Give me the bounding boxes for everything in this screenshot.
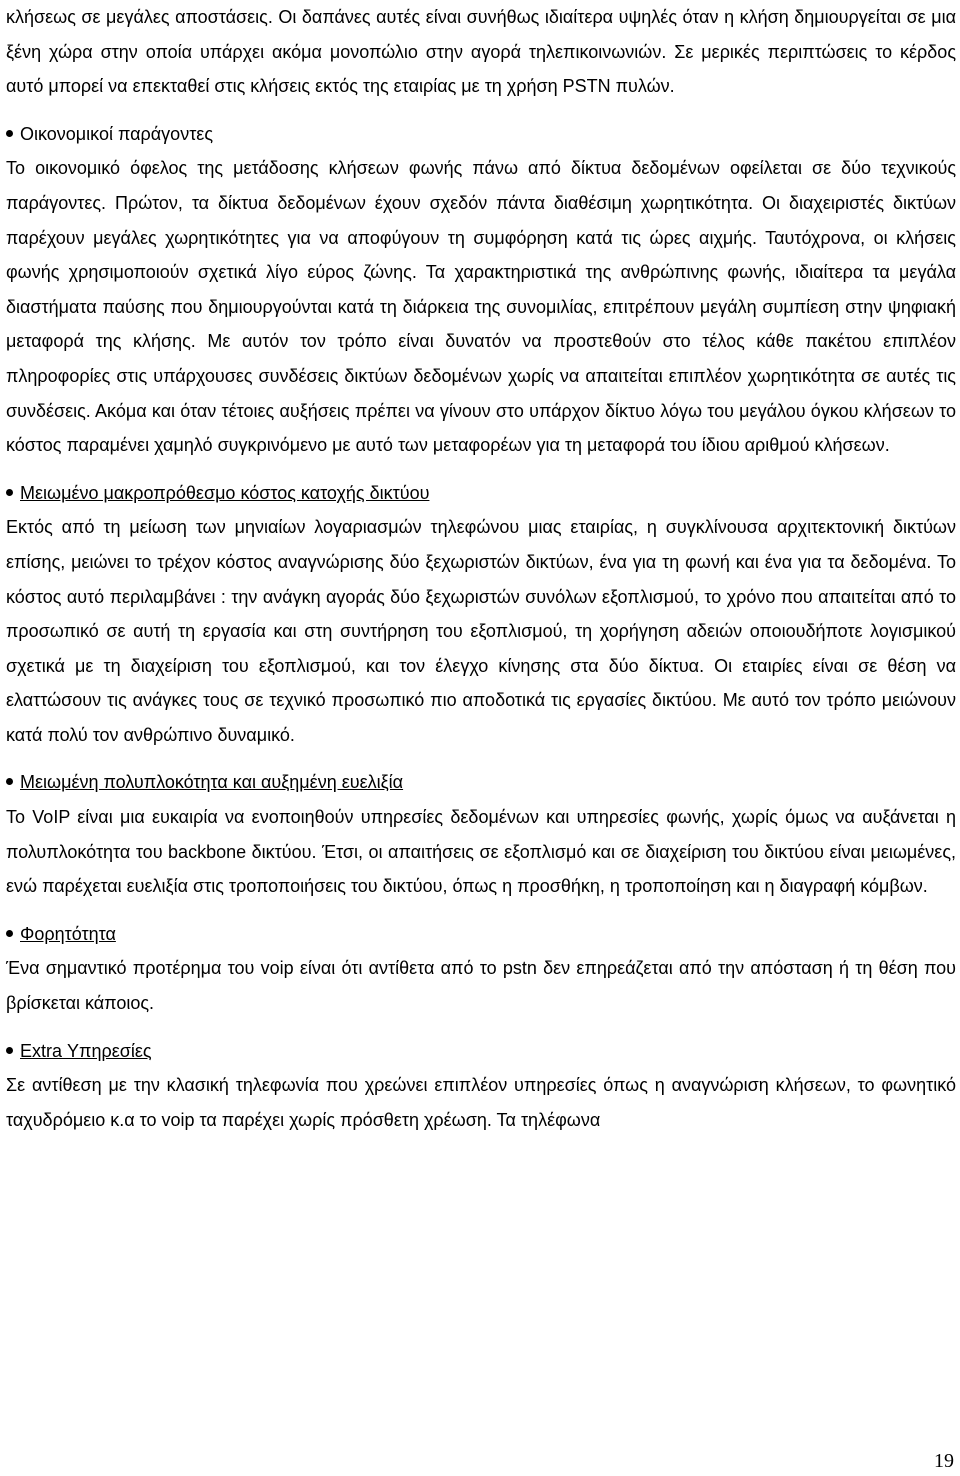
section-heading-text: Extra Υπηρεσίες (20, 1040, 152, 1061)
page-number: 19 (934, 1450, 954, 1472)
bullet-icon (6, 489, 13, 496)
section-paragraph-portability: Ένα σημαντικό προτέρημα του voip είναι ότι αντίθετα από το pstn δεν επηρεάζεται από την απόσταση ή τη θέση που βρίσκεται κάποιος. (6, 958, 956, 1014)
bullet-icon (6, 930, 13, 937)
section-heading-reduced-complexity (6, 765, 956, 800)
section-paragraph-reduced-cost: Εκτός από τη μείωση των μηνιαίων λογαριασμών τηλεφώνου μιας εταιρίας, η συγκλίνουσα αρχιτεκτονική δικτύων επίσης, μειώνει το τρέχον κόστος αναγνώρισης δύο ξεχωριστών δικτύων, ένα για τη φωνή και ένα για τα δεδομένα. Το κόστος αυτό περιλαμβάνει : την ανάγκη αγοράς δύο ξεχωριστών συνόλων εξοπλισμού, το χρόνο που απαιτείται από το προσωπικό σε αυτή τη εργασία και στη συντήρηση του εξοπλισμού, τη χορήγηση αδειών οποιουδήποτε λογισμικού σχετικά με τη διαχείριση του εξοπλισμού, και τον έλεγχο κίνησης στα δύο δίκτυα. Οι εταιρίες είναι σε θέση να ελαττώσουν τις ανάγκες τους σε τεχνικό προσωπικό πιο αποδοτικά τις εργασίες δικτύου. Με αυτό τον τρόπο μειώνουν κατά πολύ τον ανθρώπινο δυναμικό. (6, 517, 956, 745)
section-heading-text: Μειωμένο μακροπρόθεσμο κόστος κατοχής δικτύου (20, 482, 430, 503)
section-paragraph-economic-factors: Το οικονομικό όφελος της μετάδοσης κλήσεων φωνής πάνω από δίκτυα δεδομένων οφείλεται σε δύο τεχνικούς παράγοντες. Πρώτον, τα δίκτυα δεδομένων έχουν σχεδόν πάντα διαθέσιμη χωρητικότητα. Οι διαχειριστές δικτύων παρέχουν μεγάλες χωρητικότητες για να αποφύγουν τη συμφόρηση κατά τις ώρες αιχμής. Ταυτόχρονα, οι κλήσεις φωνής χρησιμοποιούν σχετικά λίγο εύρος ζώνης. Τα χαρακτηριστικά της ανθρώπινης φωνής, ιδιαίτερα τα μεγάλα διαστήματα παύσης που δημιουργούνται κατά τη διάρκεια της συνομιλίας, επιτρέπουν μεγάλη συμπίεση στην ψηφιακή μεταφορά της κλήσης. Με αυτόν τον τρόπο είναι δυνατόν να προστεθούν στο τέλος κάθε πακέτου επιπλέον πληροφορίες στις υπάρχουσες συνδέσεις δικτύων δεδομένων χωρίς να απαιτείται επιπλέον χωρητικότητα σε αυτές τις συνδέσεις. Ακόμα και όταν τέτοιες αυξήσεις πρέπει να γίνουν στο υπάρχον δίκτυο λόγω του μεγάλου όγκου κλήσεων το κόστος παραμένει χαμηλό συγκρινόμενο με αυτό των μεταφορέων για τη μεταφορά του ίδιου αριθμού κλήσεων. (6, 158, 956, 456)
intro-paragraph: κλήσεως σε μεγάλες αποστάσεις. Οι δαπάνες αυτές είναι συνήθως ιδιαίτερα υψηλές όταν η κλήση δημιουργείται σε μια ξένη χώρα στην οποία υπάρχει ακόμα μονοπώλιο στην αγορά τηλεπικοινωνιών. Σε μερικές περιπτώσεις το κέρδος αυτό μπορεί να επεκταθεί στις κλήσεις εκτός της εταιρίας με τη χρήση PSTN πυλών. (6, 7, 956, 97)
bullet-icon (6, 778, 13, 785)
section-heading-text: Φορητότητα (20, 923, 116, 944)
section-heading-extra-services (6, 1034, 956, 1069)
section-heading-economic-factors (6, 117, 956, 152)
section-heading-reduced-cost (6, 476, 956, 511)
bullet-icon (6, 1047, 13, 1054)
section-heading-portability (6, 917, 956, 952)
section-heading-text: Μειωμένη πολυπλοκότητα και αυξημένη ευελιξία (20, 772, 404, 793)
bullet-icon (6, 130, 13, 137)
document-body (6, 0, 956, 1137)
section-paragraph-extra-services: Σε αντίθεση με την κλασική τηλεφωνία που χρεώνει επιπλέον υπηρεσίες όπως η αναγνώριση κλήσεων, το φωνητικό ταχυδρόμειο κ.α το voip τα παρέχει χωρίς πρόσθετη χρέωση. Τα τηλέφωνα (6, 1075, 956, 1130)
section-heading-text: Οικονομικοί παράγοντες (20, 123, 213, 144)
section-paragraph-reduced-complexity: Το VoIP είναι μια ευκαιρία να ενοποιηθούν υπηρεσίες δεδομένων και υπηρεσίες φωνής, χωρίς όμως να αυξάνεται η πολυπλοκότητα του backbone δικτύου. Έτσι, οι απαιτήσεις σε εξοπλισμό και σε διαχείριση του δικτύου είναι μειωμένες, ενώ παρέχεται ευελιξία στις τροποποιήσεις του δικτύου, όπως η προσθήκη, η τροποποίηση και η διαγραφή κόμβων. (6, 807, 956, 897)
